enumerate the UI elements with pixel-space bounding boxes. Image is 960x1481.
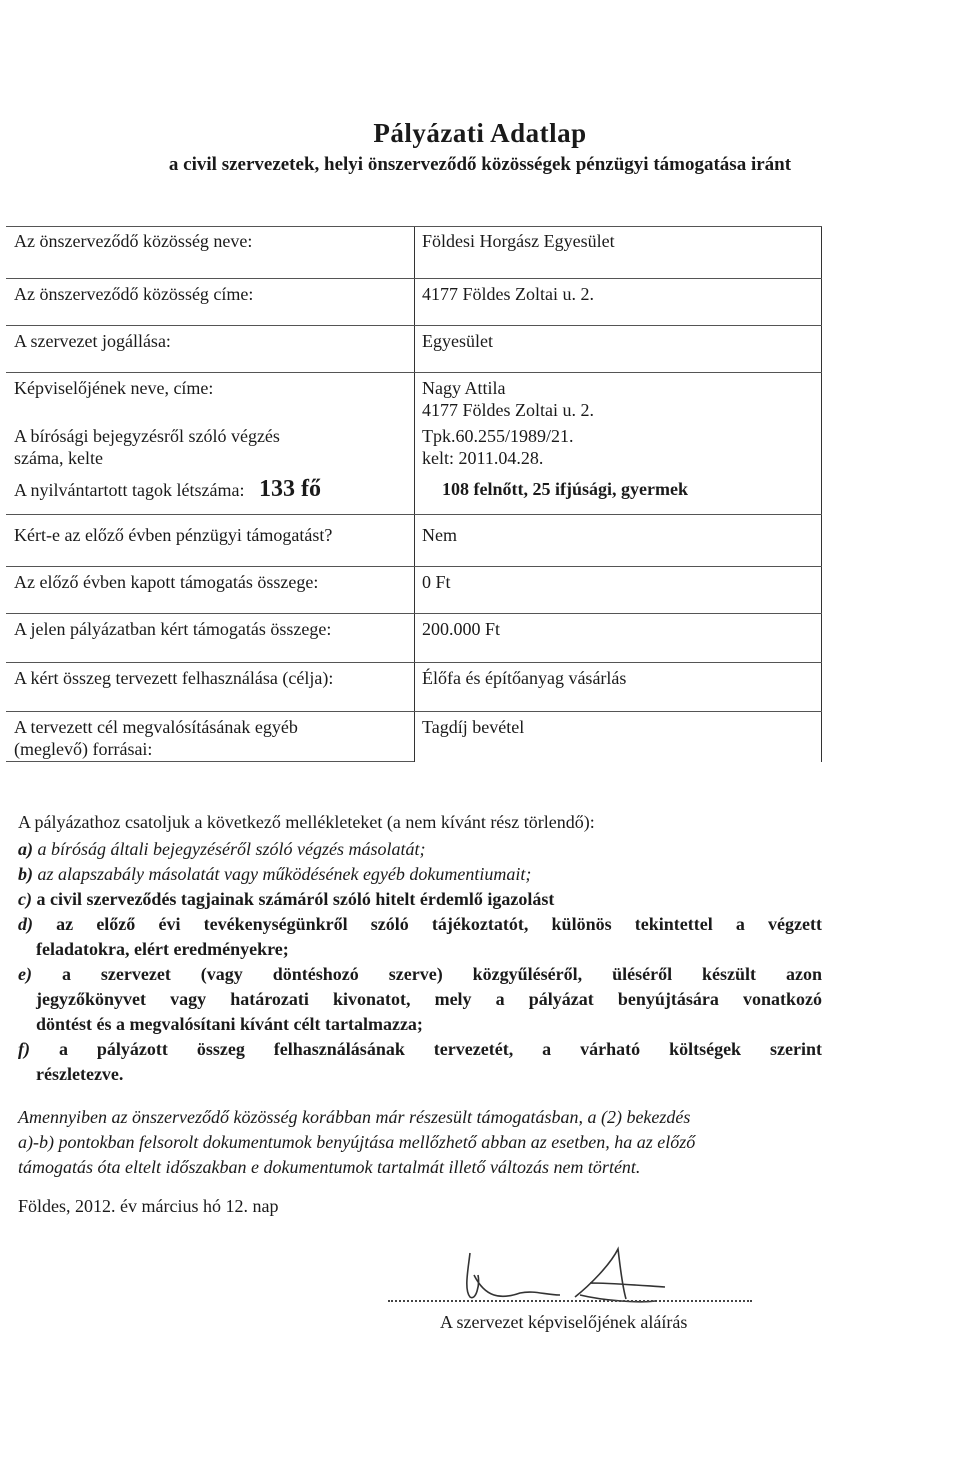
row-label: Kért-e az előző évben pénzügyi támogatást? [14,525,333,545]
row-label-cont: (meglevő) forrásai: [14,739,153,759]
row-value: 4177 Földes Zoltai u. 2. [422,284,594,304]
row-label: A nyilvántartott tagok létszáma: [14,480,245,500]
list-item [18,912,822,962]
item-text: a szervezet (vagy döntéshozó szerve) közgyűléséről, üléséről készült azon [61,964,822,984]
item-letter: b) [18,864,33,884]
row-value: Földesi Horgász Egyesület [422,231,615,251]
note-line: támogatás óta eltelt időszakban e dokumentumok tartalmát illető változás nem történt. [18,1157,641,1177]
table-rule [6,325,822,326]
row-value: Élőfa és építőanyag vásárlás [422,668,627,688]
row-value: Nem [422,525,457,545]
data-table [6,226,822,762]
page-subtitle: a civil szervezetek, helyi önszerveződő közösségek pénzügyi támogatása iránt [168,154,792,175]
row-label-block [14,425,406,469]
item-letter: a) [18,839,33,859]
row-value: 0 Ft [422,572,451,592]
table-rule [6,372,822,373]
item-text-cont: döntést és a megvalósítani kívánt célt tartalmazza; [36,1014,423,1034]
row-value: 108 felnőtt, 25 ifjúsági, gyermek [442,479,688,499]
table-divider [414,226,415,762]
row-value: Nagy Attila [422,378,506,398]
list-item [18,887,822,912]
row-label: Az önszerveződő közösség címe: [14,284,254,304]
row-label-block [14,716,406,760]
note-line: Amennyiben az önszerveződő közösség korábban már részesült támogatásban, a (2) bekezdés [18,1107,691,1127]
table-rule [6,278,822,279]
row-label-block [14,478,406,501]
row-value: Tagdíj bevétel [422,717,525,737]
signature-label: A szervezet képviselőjének aláírás [440,1312,688,1332]
row-label: Az előző évben kapott támogatás összege: [14,572,319,592]
item-letter: d) [18,914,33,934]
row-value-block [422,377,818,421]
row-value: Egyesület [422,331,493,351]
place-date: Földes, 2012. év március hó 12. nap [18,1196,279,1216]
row-value-address: 4177 Földes Zoltai u. 2. [422,400,594,420]
item-text: a bíróság általi bejegyzéséről szóló végzés másolatát; [37,839,426,859]
item-text: az alapszabály másolatát vagy működésének egyéb dokumentiumait; [37,864,532,884]
row-label: A jelen pályázatban kért támogatás összege: [14,619,332,639]
row-label-cont: száma, kelte [14,448,103,468]
item-text: a pályázott összeg felhasználásának tervezetét, a várható költségek szerint [58,1039,823,1059]
list-item [18,962,822,1037]
row-label: A bírósági bejegyzésről szóló végzés [14,426,280,446]
page-title: Pályázati Adatlap [373,118,587,148]
row-value: Tpk.60.255/1989/21. [422,426,574,446]
item-letter: c) [18,889,32,909]
table-rule [6,226,822,227]
list-item [18,1037,822,1087]
table-rule [6,514,822,515]
member-count: 133 fő [258,476,321,502]
table-rule [6,662,822,663]
item-text-cont: jegyzőkönyvet vagy határozati kivonatot, mely a pályázat benyújtására vonatkozó [36,989,822,1009]
list-item [18,862,822,887]
item-letter: e) [18,964,32,984]
item-text-cont: részletezve. [36,1064,124,1084]
table-rule [6,613,822,614]
row-value: 200.000 Ft [422,619,501,639]
row-label: Képviselőjének neve, címe: [14,378,214,398]
item-text-cont: feladatokra, elért eredményekre; [36,939,289,959]
row-label: Az önszerveződő közösség neve: [14,231,253,251]
row-label: A tervezett cél megvalósításának egyéb [14,717,298,737]
list-item [18,837,822,862]
signature-line [388,1300,752,1302]
attachments-intro: A pályázathoz csatoljuk a következő mellékleteket (a nem kívánt rész törlendő): [18,812,595,832]
attachments-list [18,837,822,1087]
item-text: a civil szerveződés tagjainak számáról szóló hitelt érdemlő igazolást [36,889,555,909]
exemption-note [18,1105,822,1180]
item-letter: f) [18,1039,30,1059]
table-rule [6,711,822,712]
note-line: a)-b) pontokban felsorolt dokumentumok benyújtása mellőzhető abban az esetben, ha az előző [18,1132,696,1152]
signature-image [440,1245,670,1305]
item-text: az előző évi tevékenységünkről szóló tájékoztatót, különös tekintettel a végzett [56,914,822,934]
row-label: A szervezet jogállása: [14,331,171,351]
table-rule [6,566,822,567]
row-value-block [422,425,818,469]
row-label: A kért összeg tervezett felhasználása (célja): [14,668,334,688]
table-rule [6,761,414,762]
row-value-date: kelt: 2011.04.28. [422,448,544,468]
